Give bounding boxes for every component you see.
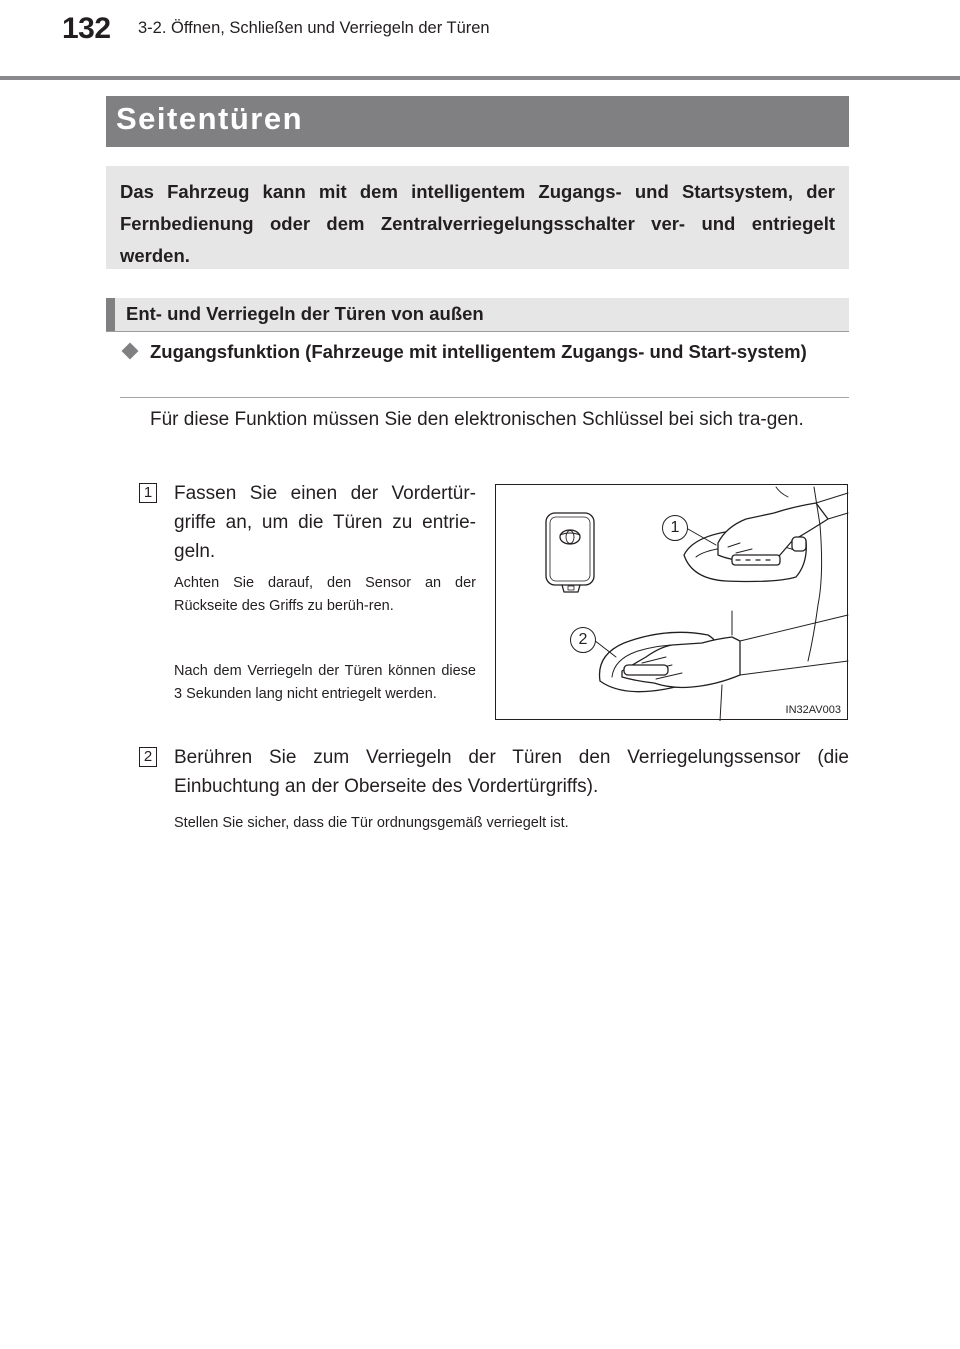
leader-line-2 [594, 640, 616, 657]
leader-line-1 [688, 529, 716, 545]
section-heading [106, 298, 849, 332]
intro-paragraph: Für diese Funktion müssen Sie den elektronischen Schlüssel bei sich tra-gen. [150, 409, 804, 430]
step-1-note-2: Nach dem Verriegeln der Türen können diese 3 Sekunden lang nicht entriegelt werden. [174, 663, 476, 702]
page-title: Seitentüren [116, 101, 304, 136]
step-number-2: 2 [139, 747, 157, 767]
step-1-text: Fassen Sie einen der Vordertür-griffe an, um die Türen zu entrie-geln. [174, 483, 476, 562]
diamond-icon [122, 343, 139, 360]
step-2-note-1: Stellen Sie sicher, dass die Tür ordnungsgemäß verriegelt ist. [174, 815, 569, 831]
callout-1: 1 [662, 515, 688, 541]
step-2-text: Berühren Sie zum Verriegeln der Türen den Verriegelungssensor (die Einbuchtung an der Oberseite des Vordertürgriffs). [174, 747, 849, 797]
subheading [120, 339, 849, 398]
step-number-1: 1 [139, 483, 157, 503]
section-heading-text: Ent- und Verriegeln der Türen von außen [126, 303, 484, 324]
running-header: 3-2. Öffnen, Schließen und Verriegeln der Türen [138, 19, 490, 37]
summary-text: Das Fahrzeug kann mit dem intelligentem Zugangs- und Startsystem, der Fernbedienung oder dem Zentralverriegelungsschalter ver- und entriegelt werden. [120, 181, 835, 266]
key-fob-icon [546, 513, 594, 592]
figure-code: IN32AV003 [785, 704, 841, 716]
title-bar [106, 96, 849, 147]
summary-box [106, 166, 849, 269]
subheading-text: Zugangsfunktion (Fahrzeuge mit intelligentem Zugangs- und Start-system) [150, 341, 807, 362]
section-marker [106, 298, 115, 331]
page-number: 132 [62, 12, 111, 45]
step-1-note-1: Achten Sie darauf, den Sensor an der Rückseite des Griffs zu berüh-ren. [174, 575, 476, 614]
header-rule [0, 76, 960, 80]
door-handle-illustration [495, 484, 848, 720]
callout-2: 2 [570, 627, 596, 653]
